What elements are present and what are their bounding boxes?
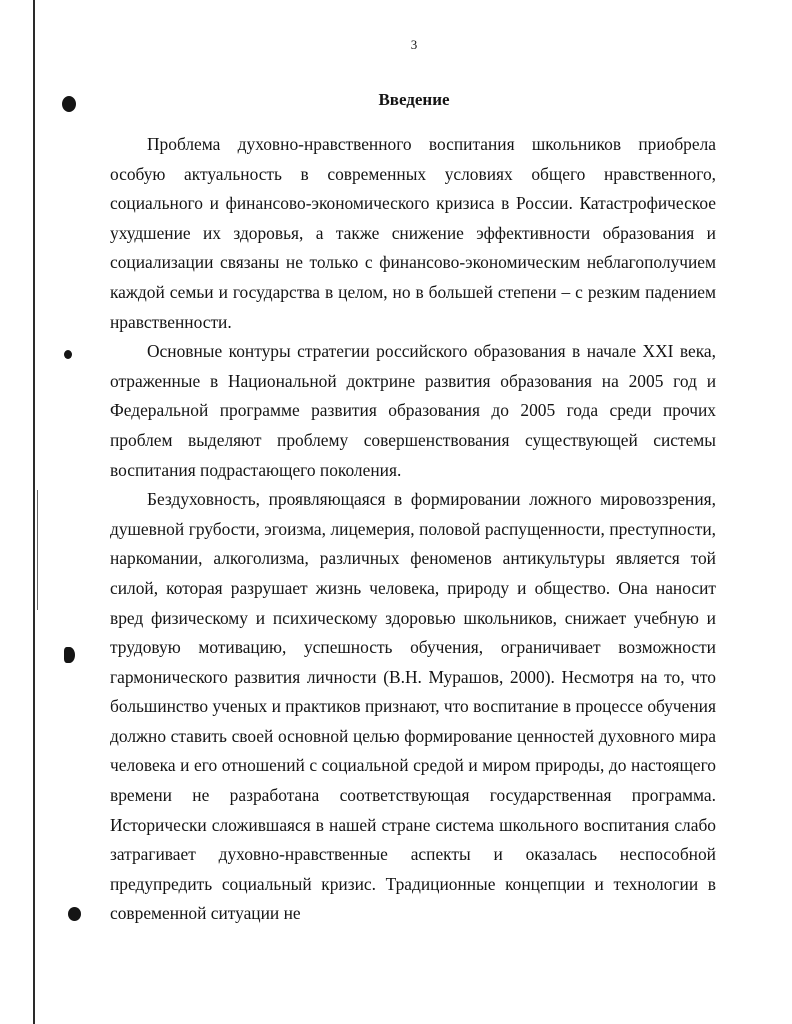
scan-hole-mark-3 [64,647,75,663]
page-title: Введение [378,90,450,109]
paragraph-3: Бездуховность, проявляющаяся в формировании ложного мировоззрения, душевной грубости, эгоизма, лицемерия, половой распущенности, преступности, наркомании, алкоголизма, различных феноменов антикультуры является той силой, которая разрушает жизнь человека, природу и общество. Она наносит вред физическому и психическому здоровью школьников, снижает учебную и трудовую мотивацию, успешность обучения, ограничивает возможности гармонического развития личности (В.Н. Мурашов, 2000). Несмотря на то, что большинство ученых и практиков признают, что воспитание в процессе обучения должно ставить своей основной целью формирование ценностей духовного мира человека и его отношений с социальной средой и миром природы, до настоящего времени не разработана соответствующая государственная программа. Исторически сложившаяся в нашей стране система школьного воспитания слабо затрагивает духовно-нравственные аспекты и оказалась неспособной предупредить социальный кризис. Традиционные концепции и технологии в современной ситуации не [110,489,716,924]
paragraph-2: Основные контуры стратегии российского образования в начале XXI века, отраженные в Национальной доктрине развития образования на 2005 год и Федеральной программе развития образования до 2005 года среди прочих проблем выделяют проблему совершенствования существующей системы воспитания подрастающего поколения. [110,341,716,480]
scan-binding-edge [33,0,35,1024]
body-text [110,130,716,929]
page-number: 3 [410,37,418,52]
scan-hole-mark-2 [64,350,72,359]
scan-binding-mark [37,490,38,610]
scan-hole-mark-4 [68,907,81,921]
paragraph-1: Проблема духовно-нравственного воспитания школьников приобрела особую актуальность в современных условиях общего нравственного, социального и финансово-экономического кризиса в России. Катастрофическое ухудшение их здоровья, а также снижение эффективности образования и социализации связаны не только с финансово-экономическим неблагополучием каждой семьи и государства в целом, но в большей степени – с резким падением нравственности. [110,134,716,332]
